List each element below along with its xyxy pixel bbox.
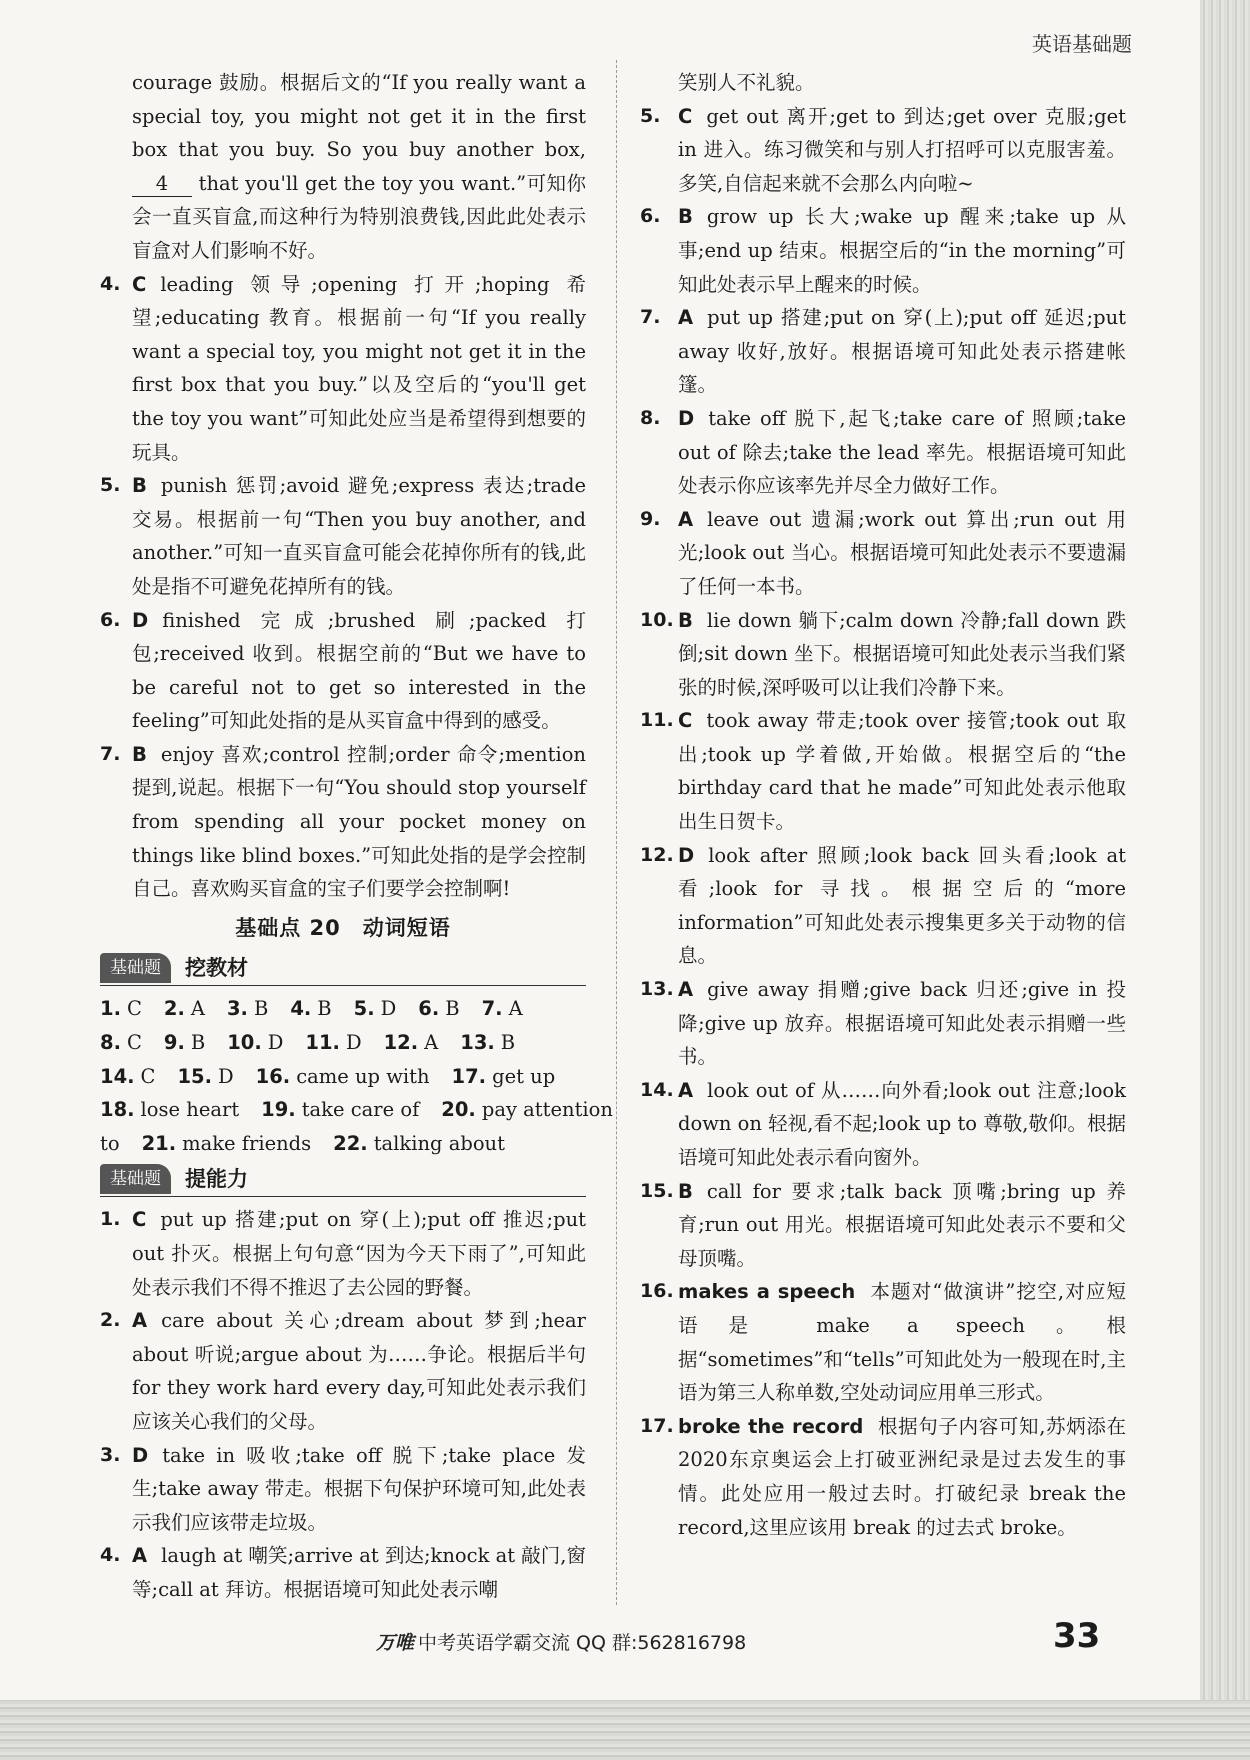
item-answer: B [132,742,147,766]
answer-number: 9. [163,1031,185,1055]
item-explanation: leading 领导;opening 打开;hoping 希望;educating 教育。根据前一句“If you really want a special toy, you might not get it in the first box that you buy.”以及空后的“you'll get the toy you want”可知此处应当是希望得到想要的玩具。 [132,272,586,464]
answer-value: C [126,997,142,1021]
page-edge-bottom [0,1700,1250,1760]
page-number: 33 [1053,1616,1101,1656]
answer-value: B [500,1031,516,1055]
answer-item [640,604,1126,705]
subsection-header [100,951,586,986]
answer-row [100,1093,613,1127]
item-number: 1. [100,1208,121,1231]
answer-row [100,1127,586,1161]
answer-item [640,1074,1126,1175]
answer-number: 12. [383,1031,419,1055]
item-number: 12. [640,843,674,866]
answer-number: 19. [261,1098,296,1122]
answer-number: 15. [177,1064,213,1088]
answer-number: 3. [226,997,248,1021]
item-answer: B [678,608,693,632]
item-answer: D [132,608,149,632]
answer-item [100,1304,586,1438]
answer-row [100,1060,586,1094]
item-explanation: 根据句子内容可知,苏炳添在2020东京奥运会上打破亚洲纪录是过去发生的事情。此处应用一般过去时。打破纪录 break the record,这里应该用 break 的过去式 broke。 [678,1414,1126,1539]
item-answer: B [678,205,693,229]
page-header-subject: 英语基础题 [1032,32,1132,56]
intro-text-2: that you'll get the toy you want.”可知你会一直买盲盒,而这种行为特别浪费钱,因此此处表示盲盒对人们影响不好。 [132,171,586,262]
answer-value: B [253,997,269,1021]
item-answer: C [132,272,147,296]
answer-row [100,992,586,1026]
answer-item [100,469,586,603]
subsection-header [100,1162,586,1197]
item-answer: A [678,306,694,330]
item-number: 17. [640,1414,674,1437]
item-explanation: finished 完成;brushed 刷;packed 打包;received 收到。根据空前的“But we have to be careful not to get so interested in the feeling”可知此处指的是从买盲盒中得到的感受。 [132,608,586,733]
item-number: 5. [100,474,121,497]
item-explanation: look out of 从……向外看;look out 注意;look down on 轻视,看不起;look up to 尊敬,敬仰。根据语境可知此处表示看向窗外。 [678,1078,1126,1169]
right-column [640,66,1126,1544]
item-explanation: care about 关心;dream about 梦到;hear about 听说;argue about 为……争论。根据后半句 for they work hard every day,可知此处表示我们应该关心我们的父母。 [132,1309,586,1433]
item-number: 7. [640,306,661,329]
answer-value: C [126,1031,142,1055]
answer-number: 8. [100,1031,121,1055]
answer-value: D [380,997,397,1021]
answer-item [100,1539,586,1606]
answer-number: 20. [441,1098,476,1122]
answer-value: B [317,997,332,1021]
answer-item [100,738,586,906]
item-number: 10. [640,608,674,631]
item-number: 6. [100,608,121,631]
item-answer: makes a speech [678,1280,856,1304]
answer-value: lose heart [140,1098,240,1122]
intro-text-1: courage 鼓励。根据后文的“If you really want a special toy, you might not get it in the first box that you buy. So you buy another box, [132,71,586,162]
subsection-tag: 基础题 [100,953,171,983]
left-column [100,66,613,1607]
footer-text: 中考英语学霸交流 QQ 群:562816798 [418,1632,747,1654]
answer-value: take care of [301,1098,420,1122]
answer-value: A [190,997,205,1021]
item-number: 4. [100,272,121,295]
answer-number: 11. [305,1031,340,1055]
answer-value: talking about [373,1131,505,1155]
item-explanation: take in 吸收;take off 脱下;take place 发生;take away 带走。根据下句保护环境可知,此处表示我们应该带走垃圾。 [132,1443,586,1534]
answer-number: 6. [418,997,440,1021]
item-number: 13. [640,978,674,1001]
item-explanation: look after 照顾;look back 回头看;look at 看;look for 寻找。根据空后的“more information”可知此处表示搜集更多关于动物的信息。 [678,843,1126,968]
answer-value: D [345,1031,362,1055]
answer-item [640,301,1126,402]
item-number: 7. [100,742,121,765]
item-answer: C [678,104,693,128]
item-answer: A [678,1078,694,1102]
answer-number: 13. [460,1031,495,1055]
answer-number: 7. [481,997,503,1021]
item-explanation: take off 脱下,起飞;take care of 照顾;take out of 除去;take the lead 率先。根据语境可知此处表示你应该率先并尽全力做好工作。 [678,406,1126,498]
intro-paragraph [100,66,586,268]
item-answer: A [132,1544,148,1568]
item-answer: C [678,709,693,733]
answer-value: get up [492,1064,556,1088]
answer-value: make friends [182,1131,312,1155]
item-answer: D [678,843,695,867]
item-explanation: get out 离开;get to 到达;get over 克服;get in 进入。练习微笑和与别人打招呼可以克服害羞。多笑,自信起来就不会那么内向啦~ [678,104,1126,195]
answer-item [640,503,1126,604]
intro-blank: 4 [132,172,192,197]
answer-item [640,1175,1126,1276]
continuation-line: 笑别人不礼貌。 [678,71,815,94]
answer-value: came up with [296,1064,430,1088]
item-explanation: grow up 长大;wake up 醒来;take up 从事;end up 结束。根据空后的“in the morning”可知此处表示早上醒来的时候。 [678,205,1126,296]
item-explanation: 本题对“做演讲”挖空,对应短语是 make a speech。根据“sometimes”和“tells”可知此处为一般现在时,主语为第三人称单数,空处动词应用单三形式。 [678,1280,1126,1405]
item-answer: B [132,474,147,498]
item-number: 11. [640,709,674,732]
subsection-title: 挖教材 [185,955,248,980]
answer-item [640,402,1126,503]
answer-number: 5. [353,997,375,1021]
answer-value: C [140,1064,156,1088]
item-number: 5. [640,104,661,127]
answer-value: D [267,1031,284,1055]
item-explanation: laugh at 嘲笑;arrive at 到达;knock at 敲门,窗等;call at 拜访。根据语境可知此处表示嘲 [132,1544,586,1601]
subsection-tag: 基础题 [100,1164,171,1194]
item-answer: broke the record [678,1414,864,1438]
answer-number: 2. [163,997,185,1021]
answer-item [100,1439,586,1540]
subsection-title: 提能力 [185,1166,248,1191]
answer-item [640,839,1126,973]
item-explanation: punish 惩罚;avoid 避免;express 表达;trade 交易。根据前一句“Then you buy another, and another.”可知一直买盲盒可能会花掉你所有的钱,此处是指不可避免花掉所有的钱。 [132,474,586,598]
item-number: 8. [640,406,661,429]
answer-value: to [100,1131,120,1155]
item-number: 2. [100,1309,121,1332]
answer-number: 21. [141,1131,177,1155]
item-answer: A [132,1309,148,1333]
item-number: 9. [640,507,661,530]
answer-item [100,604,586,738]
item-explanation: enjoy 喜欢;control 控制;order 命令;mention 提到,说起。根据下一句“You should stop yourself from spending all your pocket money on things like blind boxes.”可知此处指的是学会控制自己。喜欢购买盲盒的宝子们要学会控制啊! [132,742,586,901]
column-divider [616,60,617,1605]
publisher-logo: 万唯 [376,1632,415,1654]
answer-value: B [445,997,460,1021]
item-number: 15. [640,1179,674,1202]
answer-row [100,1026,586,1060]
answer-number: 1. [100,997,121,1021]
answer-number: 17. [451,1064,487,1088]
item-answer: A [678,978,694,1002]
item-answer: D [678,406,695,430]
item-answer: C [132,1208,147,1232]
item-number: 3. [100,1443,121,1466]
item-answer: D [132,1443,149,1467]
answer-value: B [190,1031,206,1055]
answer-number: 10. [227,1031,262,1055]
answer-number: 18. [100,1098,135,1122]
answer-item [640,1275,1126,1409]
item-explanation: leave out 遗漏;work out 算出;run out 用光;look out 当心。根据语境可知此处表示不要遗漏了任何一本书。 [678,507,1126,598]
answer-item [100,1203,586,1304]
item-answer: A [678,507,694,531]
footer [376,1628,746,1655]
answer-value: D [218,1064,234,1088]
answer-item [640,973,1126,1074]
item-number: 14. [640,1078,674,1101]
item-answer: B [678,1179,693,1203]
answer-item [640,200,1126,301]
item-number: 4. [100,1544,121,1567]
answer-number: 14. [100,1064,135,1088]
answer-item [640,100,1126,201]
page-edge-right [1200,0,1250,1760]
answer-number: 4. [290,997,312,1021]
section-title: 基础点 20 动词短语 [235,915,451,940]
answer-item [640,1410,1126,1544]
item-explanation: put up 搭建;put on 穿(上);put off 推迟;put out 扑灭。根据上句句意“因为今天下雨了”,可知此处表示我们不得不推迟了去公园的野餐。 [132,1208,586,1299]
item-explanation: lie down 躺下;calm down 冷静;fall down 跌倒;sit down 坐下。根据语境可知此处表示当我们紧张的时候,深呼吸可以让我们冷静下来。 [678,608,1126,699]
answer-value: pay attention [481,1098,613,1122]
item-explanation: took away 带走;took over 接管;took out 取出;took up 学着做,开始做。根据空后的“the birthday card that he made”可知此处表示他取出生日贺卡。 [678,709,1126,834]
item-explanation: call for 要求;talk back 顶嘴;bring up 养育;run out 用光。根据语境可知此处表示不要和父母顶嘴。 [678,1179,1126,1270]
item-number: 6. [640,205,661,228]
answer-number: 22. [333,1131,368,1155]
answer-value: A [508,997,523,1021]
answer-item [640,704,1126,838]
answer-item [100,268,586,470]
item-explanation: put up 搭建;put on 穿(上);put off 延迟;put away 收好,放好。根据语境可知此处表示搭建帐篷。 [678,306,1126,397]
answer-value: A [424,1031,439,1055]
item-number: 16. [640,1280,674,1303]
item-explanation: give away 捐赠;give back 归还;give in 投降;give up 放弃。根据语境可知此处表示捐赠一些书。 [678,978,1126,1069]
answer-number: 16. [255,1064,291,1088]
